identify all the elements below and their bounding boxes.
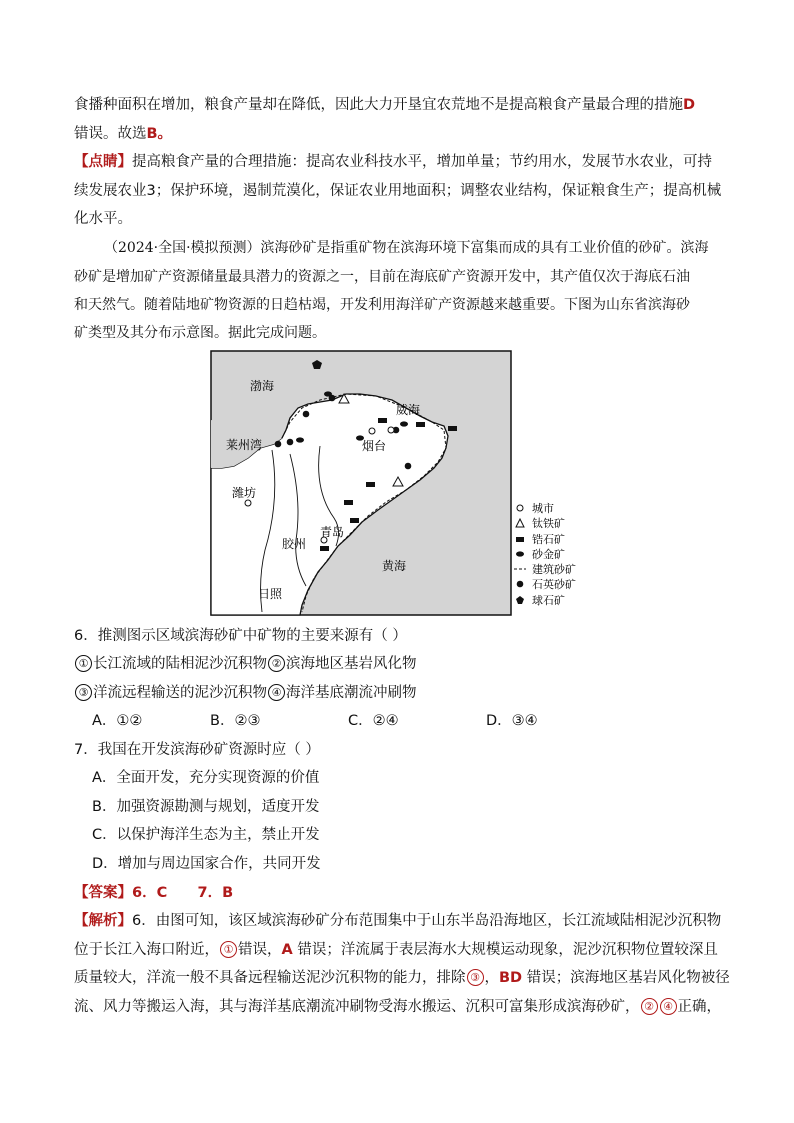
circled-4-red: ④ bbox=[660, 998, 677, 1015]
label-qingdao: 青岛 bbox=[320, 525, 345, 539]
legend-gold-label: 砂金矿 bbox=[532, 548, 565, 561]
q6-option-b[interactable]: B．②③ bbox=[210, 713, 261, 729]
q6-s4: 海洋基底潮流冲刷物 bbox=[286, 685, 417, 701]
dianjing-line-2 bbox=[74, 181, 721, 201]
q7-option-b[interactable]: B．加强资源勘测与规划，适度开发 bbox=[92, 799, 320, 815]
legend-building-sand-label: 建筑砂矿 bbox=[532, 563, 576, 576]
analysis-text-3: 质量较大，洋流一般不具备远程输送泥沙沉积物的能力，排除 bbox=[74, 970, 466, 986]
passage-line-3: 和天然气。随着陆地矿物资源的日趋枯竭，开发利用海洋矿产资源越来越重要。下图为山东省滨海砂 bbox=[74, 297, 690, 313]
analysis-line-1 bbox=[74, 911, 721, 931]
analysis-letter-a: A bbox=[281, 942, 293, 958]
analysis-line-2 bbox=[74, 940, 718, 960]
legend-ball-stone-icon bbox=[516, 596, 524, 604]
label-bohai: 渤海 bbox=[250, 379, 275, 393]
intro-text: 食播种面积在增加，粮食产量却在降低，因此大力开垦宜农荒地不是提高粮食产量最合理的措施 bbox=[74, 97, 683, 113]
label-jiaozhou: 胶州 bbox=[282, 537, 307, 551]
zircon-mark bbox=[350, 518, 359, 523]
analysis-text-4: 流、风力等搬运入海，其与海洋基底潮流冲刷物受海水搬运、沉积可富集形成滨海砂矿， bbox=[74, 999, 640, 1015]
quartz-sand-mark bbox=[275, 441, 282, 448]
analysis-text-4b: 正确， bbox=[677, 999, 721, 1015]
placer-gold-mark bbox=[296, 437, 304, 442]
zircon-mark bbox=[448, 426, 457, 431]
q6-statements-1 bbox=[74, 654, 417, 674]
label-rizhao: 日照 bbox=[258, 587, 283, 601]
dianjing-text-1: 提高粮食产量的合理措施：提高农业科技水平，增加单量；节约用水，发展节水农业，可持 bbox=[132, 154, 712, 170]
legend-quartz-label: 石英砂矿 bbox=[532, 578, 576, 591]
q6-s1: 长江流域的陆相泥沙沉积物 bbox=[93, 656, 267, 672]
legend-ball-stone-label: 球石矿 bbox=[532, 594, 565, 607]
city-yantai bbox=[369, 428, 375, 434]
q6-option-d[interactable]: D．③④ bbox=[486, 713, 538, 729]
analysis-label: 【解析】 bbox=[74, 913, 132, 929]
label-huanghai: 黄海 bbox=[382, 559, 407, 573]
circled-1-red: ① bbox=[220, 941, 237, 958]
zircon-mark bbox=[344, 500, 353, 505]
legend-zircon-icon bbox=[516, 537, 524, 542]
answer-line bbox=[74, 883, 233, 903]
intro-line-1 bbox=[74, 95, 695, 115]
passage-line-2: 砂矿是增加矿产资源储量最具潜力的资源之一，目前在海底矿产资源开发中，其产值仅次于海底石油 bbox=[74, 269, 690, 285]
circled-2: ② bbox=[268, 655, 285, 672]
legend-city-label: 城市 bbox=[532, 502, 554, 515]
quartz-sand-mark bbox=[405, 463, 412, 470]
analysis-letter-bd: BD bbox=[499, 970, 523, 986]
q6-option-a[interactable]: A．①② bbox=[92, 713, 143, 729]
legend-quartz-icon bbox=[517, 581, 524, 588]
label-laizhou: 莱州湾 bbox=[226, 438, 263, 452]
analysis-text-1: 6．由图可知，该区域滨海砂矿分布范围集中于山东半岛沿海地区，长江流域陆相泥沙沉积物 bbox=[132, 913, 722, 929]
legend-ilmenite-label: 钛铁矿 bbox=[532, 517, 565, 530]
analysis-text-2a: 位于长江入海口附近， bbox=[74, 942, 219, 958]
circled-3-red: ③ bbox=[467, 969, 484, 986]
intro-letter-b: B。 bbox=[146, 126, 173, 142]
circled-1: ① bbox=[75, 655, 92, 672]
circled-4: ④ bbox=[268, 684, 285, 701]
passage-line-4: 矿类型及其分布示意图。据此完成问题。 bbox=[74, 325, 326, 341]
city-weifang bbox=[245, 500, 251, 506]
map-legend bbox=[514, 500, 614, 610]
passage-line-1: （2024·全国·模拟预测）滨海砂矿是指重矿物在滨海环境下富集而成的具有工业价值的砂矿。滨海 bbox=[104, 240, 709, 256]
intro-letter-d: D bbox=[683, 97, 696, 113]
q6-s3: 洋流远程输送的泥沙沉积物 bbox=[93, 685, 267, 701]
circled-2-red: ② bbox=[641, 998, 658, 1015]
q7-option-c[interactable]: C．以保护海洋生态为主，禁止开发 bbox=[92, 827, 320, 843]
label-weifang: 潍坊 bbox=[232, 486, 257, 500]
circled-3: ③ bbox=[75, 684, 92, 701]
label-weihai: 威海 bbox=[396, 403, 421, 417]
q6-statements-2 bbox=[74, 683, 417, 703]
zircon-mark bbox=[416, 422, 425, 427]
dianjing-label: 【点睛】 bbox=[74, 154, 132, 170]
legend-city-icon bbox=[517, 505, 523, 511]
q7-option-a[interactable]: A．全面开发，充分实现资源的价值 bbox=[92, 770, 320, 786]
analysis-text-2b: 错误， bbox=[238, 942, 282, 958]
quartz-sand-mark bbox=[287, 439, 294, 446]
analysis-line-4 bbox=[74, 997, 721, 1017]
placer-gold-mark bbox=[324, 391, 332, 396]
zircon-mark bbox=[378, 418, 387, 423]
intro-line-2 bbox=[74, 124, 172, 144]
legend-gold-icon bbox=[516, 551, 524, 556]
analysis-line-3 bbox=[74, 968, 730, 988]
analysis-text-2d: 错误；洋流属于表层海水大规模运动现象，泥沙沉积物位置较深且 bbox=[292, 942, 718, 958]
legend-ilmenite-icon bbox=[516, 519, 524, 527]
dianjing-line-1 bbox=[74, 152, 712, 172]
q6-stem: 6．推测图示区域滨海砂矿中矿物的主要来源有（ ） bbox=[74, 628, 407, 644]
q6-option-c[interactable]: C．②④ bbox=[348, 713, 399, 729]
q7-option-d[interactable]: D．增加与周边国家合作，共同开发 bbox=[92, 856, 321, 872]
shandong-sand-mineral-map bbox=[210, 350, 512, 616]
legend-zircon-label: 锆石矿 bbox=[532, 533, 565, 546]
answer-text: 6．C 7．B bbox=[132, 885, 234, 901]
analysis-text-3d: 错误；滨海地区基岩风化物被径 bbox=[522, 970, 730, 986]
analysis-text-3b: ， bbox=[484, 970, 499, 986]
dianjing-text-3: 化水平。 bbox=[74, 211, 132, 227]
placer-gold-mark bbox=[400, 421, 408, 426]
zircon-mark bbox=[366, 482, 375, 487]
answer-label: 【答案】 bbox=[74, 885, 132, 901]
intro-text-2: 错误。故选 bbox=[74, 126, 147, 142]
quartz-sand-mark bbox=[303, 411, 310, 418]
dianjing-line-3 bbox=[74, 209, 132, 229]
q7-stem: 7．我国在开发滨海砂矿资源时应（ ） bbox=[74, 742, 320, 758]
zircon-mark bbox=[320, 546, 329, 551]
label-yantai: 烟台 bbox=[362, 439, 387, 453]
q6-s2: 滨海地区基岩风化物 bbox=[286, 656, 417, 672]
city-weihai bbox=[388, 427, 394, 433]
dianjing-text-2: 续发展农业3；保护环境，遏制荒漠化，保证农业用地面积；调整农业结构，保证粮食生产；提高机械 bbox=[74, 183, 722, 199]
